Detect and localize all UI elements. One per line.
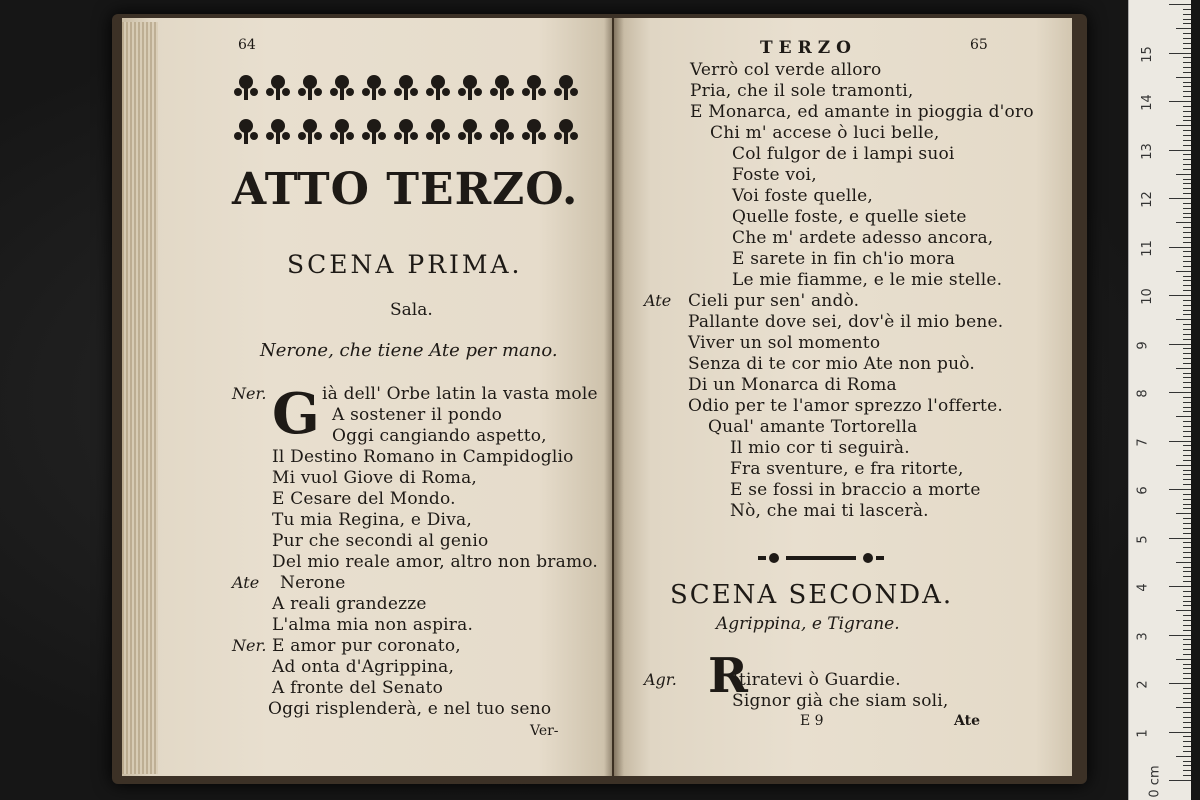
ruler-tick	[1169, 780, 1191, 781]
ruler-tick	[1183, 159, 1191, 160]
ruler-label: 3	[1135, 631, 1151, 641]
ruler-label: 14	[1139, 94, 1155, 111]
ruler-tick	[1183, 154, 1191, 155]
ruler-tick	[1183, 285, 1191, 286]
ruler-tick	[1183, 290, 1191, 291]
ruler-tick	[1169, 150, 1191, 151]
ruler-tick	[1169, 344, 1191, 345]
ruler-tick	[1169, 198, 1191, 199]
ruler-tick	[1169, 586, 1191, 587]
verse-line: Che m' ardete adesso ancora,	[732, 228, 994, 248]
ruler-tick	[1183, 504, 1191, 505]
ruler-tick	[1176, 562, 1191, 563]
speaker-label: Ner.	[232, 636, 267, 655]
ruler-label: 2	[1135, 680, 1151, 689]
ruler-tick	[1169, 295, 1191, 296]
ruler-tick	[1176, 174, 1191, 175]
verse-line: ià dell' Orbe latin la vasta mole	[322, 384, 598, 404]
ruler-tick	[1183, 38, 1191, 39]
verse-line: E sarete in fin ch'io mora	[732, 249, 956, 269]
ruler-tick	[1183, 508, 1191, 509]
ruler-tick	[1183, 644, 1191, 645]
ruler-tick	[1169, 441, 1191, 442]
ruler-tick	[1176, 465, 1191, 466]
ruler-tick	[1183, 358, 1191, 359]
verse-line: Qual' amante Tortorella	[708, 417, 918, 437]
ruler-label: 10	[1139, 288, 1155, 305]
ruler-tick	[1183, 668, 1191, 669]
ruler-tick	[1183, 552, 1191, 553]
ruler-tick	[1183, 48, 1191, 49]
verse-line: Pria, che il sole tramonti,	[690, 81, 914, 101]
ruler-tick	[1183, 373, 1191, 374]
ruler-tick	[1183, 528, 1191, 529]
ruler-tick	[1183, 470, 1191, 471]
ruler-tick	[1183, 256, 1191, 257]
ruler-tick	[1183, 605, 1191, 606]
verse-line: E amor pur coronato,	[272, 636, 461, 656]
ruler-tick	[1176, 222, 1191, 223]
fleuron-ornament-icon	[426, 75, 450, 100]
ruler-tick	[1183, 533, 1191, 534]
fleuron-ornament-icon	[426, 119, 450, 144]
ruler-label: 4	[1135, 583, 1151, 592]
ruler-tick	[1183, 474, 1191, 475]
ruler-tick	[1183, 251, 1191, 252]
verse-line: Chi m' accese ò luci belle,	[710, 123, 940, 143]
stage-direction: Nerone, che tiene Ate per mano.	[260, 340, 558, 361]
verse-line: A fronte del Senato	[272, 678, 444, 698]
page-edges	[122, 22, 158, 774]
ruler-label: 1	[1135, 728, 1151, 738]
ruler-tick	[1183, 455, 1191, 456]
ruler-tick	[1183, 736, 1191, 737]
ruler-tick	[1183, 717, 1191, 718]
scene-title: SCENA PRIMA.	[287, 250, 523, 279]
verse-line: A sostener il pondo	[332, 405, 503, 425]
speaker-label: Agr.	[644, 670, 677, 689]
ruler-tick	[1183, 261, 1191, 262]
fleuron-ornament-icon	[266, 119, 290, 144]
ruler-label: 9	[1135, 340, 1151, 350]
ruler-tick	[1183, 14, 1191, 15]
ruler-tick	[1183, 712, 1191, 713]
ruler-label: 0 cm	[1147, 765, 1163, 798]
ruler-tick	[1183, 276, 1191, 277]
ruler-tick	[1183, 324, 1191, 325]
ruler-tick	[1176, 125, 1191, 126]
ruler-tick	[1183, 72, 1191, 73]
verse-line: Oggi risplenderà, e nel tuo seno	[268, 699, 552, 719]
speaker-label: Ner.	[232, 384, 267, 403]
ruler-tick	[1183, 363, 1191, 364]
drop-capital: G	[272, 381, 320, 447]
ruler-tick	[1183, 82, 1191, 83]
verse-line: Itiratevi ò Guardie.	[732, 670, 901, 690]
right-page	[614, 18, 1072, 776]
ruler-tick	[1183, 237, 1191, 238]
ruler-tick	[1169, 683, 1191, 684]
ruler-tick	[1183, 33, 1191, 34]
ruler-tick	[1183, 348, 1191, 349]
ruler-tick	[1176, 659, 1191, 660]
ruler-label: 15	[1139, 45, 1155, 63]
verse-line: L'alma mia non aspira.	[272, 615, 474, 635]
catchword-right: Ate	[954, 713, 980, 729]
ruler-tick	[1183, 460, 1191, 461]
ruler-tick	[1176, 756, 1191, 757]
ruler-tick	[1183, 140, 1191, 141]
printer-ornament-row-2	[232, 112, 590, 152]
ruler-tick	[1183, 208, 1191, 209]
ruler-tick	[1183, 571, 1191, 572]
verse-line: Odio per te l'amor sprezzo l'offerte.	[688, 396, 1003, 416]
ruler-tick	[1183, 227, 1191, 228]
fleuron-ornament-icon	[394, 119, 418, 144]
ruler-tick	[1176, 28, 1191, 29]
ruler-tick	[1183, 169, 1191, 170]
verse-line: Signor già che siam soli,	[732, 691, 949, 711]
act-title: ATTO TERZO.	[232, 164, 579, 215]
ruler-tick	[1169, 392, 1191, 393]
ruler-tick	[1183, 751, 1191, 752]
page-number-left: 64	[238, 37, 256, 53]
catchword-left: Ver-	[530, 723, 559, 739]
ruler-tick	[1183, 581, 1191, 582]
ruler-tick	[1183, 402, 1191, 403]
ruler-tick	[1183, 615, 1191, 616]
ruler-tick	[1183, 407, 1191, 408]
ruler-tick	[1183, 382, 1191, 383]
verse-line: Nò, che mai ti lascerà.	[730, 501, 929, 521]
verse-line: Pallante dove sei, dov'è il mio bene.	[688, 312, 1004, 332]
ruler-tick	[1169, 732, 1191, 733]
fleuron-ornament-icon	[298, 119, 322, 144]
book-gutter	[604, 18, 624, 776]
ruler-tick	[1183, 445, 1191, 446]
speaker-label: Ate	[232, 573, 260, 592]
fleuron-ornament-icon	[298, 75, 322, 100]
ruler-tick	[1183, 654, 1191, 655]
ruler-tick	[1176, 319, 1191, 320]
ruler-tick	[1183, 649, 1191, 650]
ruler-tick	[1183, 693, 1191, 694]
fleuron-ornament-icon	[330, 119, 354, 144]
fleuron-ornament-icon	[266, 75, 290, 100]
signature-mark: E 9	[800, 713, 824, 729]
ruler-tick	[1183, 67, 1191, 68]
verse-line: Verrò col verde alloro	[690, 60, 882, 80]
verse-line: Senza di te cor mio Ate non può.	[688, 354, 976, 374]
fleuron-ornament-icon	[490, 75, 514, 100]
ruler-tick	[1183, 280, 1191, 281]
ruler-label: 6	[1135, 486, 1151, 495]
measuring-ruler	[1128, 0, 1191, 800]
fleuron-ornament-icon	[522, 119, 546, 144]
ruler-tick	[1176, 271, 1191, 272]
ruler-label: 8	[1135, 389, 1151, 398]
ruler-tick	[1183, 567, 1191, 568]
ruler-tick	[1176, 77, 1191, 78]
ruler-tick	[1183, 203, 1191, 204]
ruler-tick	[1183, 183, 1191, 184]
scene-setting: Sala.	[390, 300, 433, 320]
ruler-tick	[1169, 4, 1191, 5]
ruler-tick	[1183, 702, 1191, 703]
ruler-tick	[1183, 576, 1191, 577]
ruler-tick	[1183, 193, 1191, 194]
ruler-tick	[1176, 513, 1191, 514]
ruler-tick	[1183, 484, 1191, 485]
verse-line: Voi foste quelle,	[732, 186, 873, 206]
ruler-tick	[1183, 329, 1191, 330]
ruler-tick	[1176, 707, 1191, 708]
fleuron-ornament-icon	[330, 75, 354, 100]
ruler-tick	[1183, 135, 1191, 136]
ruler-tick	[1183, 630, 1191, 631]
ruler-tick	[1183, 436, 1191, 437]
speaker-label: Ate	[644, 291, 672, 310]
ruler-tick	[1183, 421, 1191, 422]
scene-divider-ornament	[756, 550, 886, 566]
ruler-tick	[1183, 523, 1191, 524]
ruler-tick	[1183, 334, 1191, 335]
ruler-tick	[1183, 314, 1191, 315]
ruler-tick	[1183, 213, 1191, 214]
ruler-tick	[1183, 698, 1191, 699]
verse-line: Di un Monarca di Roma	[688, 375, 897, 395]
ruler-tick	[1183, 377, 1191, 378]
left-page	[122, 18, 612, 776]
ruler-tick	[1183, 106, 1191, 107]
ruler-tick	[1183, 557, 1191, 558]
ruler-tick	[1169, 538, 1191, 539]
ruler-tick	[1183, 387, 1191, 388]
printer-ornament-row-1	[232, 68, 590, 108]
ruler-tick	[1183, 775, 1191, 776]
ruler-tick	[1183, 305, 1191, 306]
ruler-tick	[1183, 96, 1191, 97]
ruler-tick	[1183, 746, 1191, 747]
ruler-tick	[1169, 101, 1191, 102]
ruler-tick	[1183, 664, 1191, 665]
ruler-tick	[1183, 179, 1191, 180]
ruler-tick	[1183, 116, 1191, 117]
verse-line: E se fossi in braccio a morte	[730, 480, 981, 500]
verse-line: Quelle foste, e quelle siete	[732, 207, 967, 227]
fleuron-ornament-icon	[362, 119, 386, 144]
ruler-tick	[1183, 688, 1191, 689]
ruler-tick	[1176, 610, 1191, 611]
ruler-label: 13	[1139, 142, 1155, 160]
ruler-tick	[1183, 426, 1191, 427]
ruler-tick	[1183, 499, 1191, 500]
verse-line: Foste voi,	[732, 165, 817, 185]
ruler-tick	[1183, 130, 1191, 131]
ruler-tick	[1176, 368, 1191, 369]
verse-line: Il mio cor ti seguirà.	[730, 438, 910, 458]
ruler-tick	[1183, 23, 1191, 24]
fleuron-ornament-icon	[234, 75, 258, 100]
ruler-tick	[1183, 591, 1191, 592]
ruler-tick	[1183, 217, 1191, 218]
fleuron-ornament-icon	[554, 75, 578, 100]
fleuron-ornament-icon	[554, 119, 578, 144]
ruler-tick	[1183, 339, 1191, 340]
ruler-tick	[1183, 397, 1191, 398]
verse-line: E Cesare del Mondo.	[272, 489, 456, 509]
ruler-tick	[1183, 62, 1191, 63]
ruler-label: 5	[1135, 534, 1151, 544]
ruler-tick	[1183, 431, 1191, 432]
ruler-tick	[1183, 450, 1191, 451]
ruler-tick	[1183, 164, 1191, 165]
ruler-tick	[1183, 722, 1191, 723]
ruler-tick	[1176, 416, 1191, 417]
ruler-tick	[1183, 9, 1191, 10]
ruler-tick	[1183, 770, 1191, 771]
fleuron-ornament-icon	[234, 119, 258, 144]
fleuron-ornament-icon	[362, 75, 386, 100]
running-header: TERZO	[760, 38, 857, 58]
ruler-tick	[1169, 489, 1191, 490]
ruler-tick	[1183, 57, 1191, 58]
ruler-tick	[1183, 518, 1191, 519]
ruler-tick	[1183, 266, 1191, 267]
verse-line: E Monarca, ed amante in pioggia d'oro	[690, 102, 1034, 122]
stage-direction-two: Agrippina, e Tigrane.	[716, 614, 900, 634]
ruler-tick	[1183, 727, 1191, 728]
scene-two-title: SCENA SECONDA.	[670, 580, 954, 610]
ruler-tick	[1169, 247, 1191, 248]
fleuron-ornament-icon	[490, 119, 514, 144]
ruler-tick	[1183, 86, 1191, 87]
fleuron-ornament-icon	[522, 75, 546, 100]
ruler-tick	[1183, 479, 1191, 480]
verse-line: Tu mia Regina, e Diva,	[272, 510, 472, 530]
verse-line: Cieli pur sen' andò.	[688, 291, 860, 311]
ruler-tick	[1183, 232, 1191, 233]
ruler-tick	[1183, 765, 1191, 766]
verse-line: Le mie fiamme, e le mie stelle.	[732, 270, 1003, 290]
ruler-tick	[1183, 188, 1191, 189]
ruler-tick	[1183, 242, 1191, 243]
ruler-tick	[1183, 310, 1191, 311]
ruler-tick	[1183, 542, 1191, 543]
ruler-tick	[1183, 120, 1191, 121]
ruler-tick	[1183, 91, 1191, 92]
ruler-tick	[1183, 19, 1191, 20]
ruler-tick	[1169, 53, 1191, 54]
ruler-tick	[1183, 761, 1191, 762]
fleuron-ornament-icon	[394, 75, 418, 100]
ruler-tick	[1183, 673, 1191, 674]
ruler-tick	[1183, 625, 1191, 626]
ruler-tick	[1183, 300, 1191, 301]
verse-line: Ad onta d'Agrippina,	[272, 657, 455, 677]
ruler-tick	[1183, 145, 1191, 146]
ruler-tick	[1183, 601, 1191, 602]
ruler-label: 7	[1135, 437, 1151, 447]
ruler-tick	[1169, 635, 1191, 636]
ruler-tick	[1183, 639, 1191, 640]
ruler-tick	[1183, 620, 1191, 621]
verse-line: Il Destino Romano in Campidoglio	[272, 447, 574, 467]
verse-line: Oggi cangiando aspetto,	[332, 426, 547, 446]
ruler-tick	[1183, 43, 1191, 44]
ruler-tick	[1183, 596, 1191, 597]
fleuron-ornament-icon	[458, 75, 482, 100]
ruler-tick	[1183, 411, 1191, 412]
page-number-right: 65	[970, 37, 988, 53]
ruler-tick	[1183, 547, 1191, 548]
ruler-tick	[1183, 353, 1191, 354]
verse-line: Nerone	[280, 573, 346, 593]
verse-line: Fra sventure, e fra ritorte,	[730, 459, 964, 479]
ruler-tick	[1183, 494, 1191, 495]
drop-capital-two: R	[708, 648, 748, 704]
verse-line: A reali grandezze	[272, 594, 427, 614]
ruler-tick	[1183, 111, 1191, 112]
verse-line: Mi vuol Giove di Roma,	[272, 468, 478, 488]
verse-line: Viver un sol momento	[688, 333, 881, 353]
fleuron-ornament-icon	[458, 119, 482, 144]
ruler-tick	[1183, 741, 1191, 742]
ruler-label: 12	[1139, 191, 1155, 208]
verse-line: Del mio reale amor, altro non bramo.	[272, 552, 599, 572]
verse-line: Pur che secondi al genio	[272, 531, 489, 551]
ruler-label: 11	[1139, 239, 1155, 257]
verse-line: Col fulgor de i lampi suoi	[732, 144, 955, 164]
ruler-tick	[1183, 678, 1191, 679]
